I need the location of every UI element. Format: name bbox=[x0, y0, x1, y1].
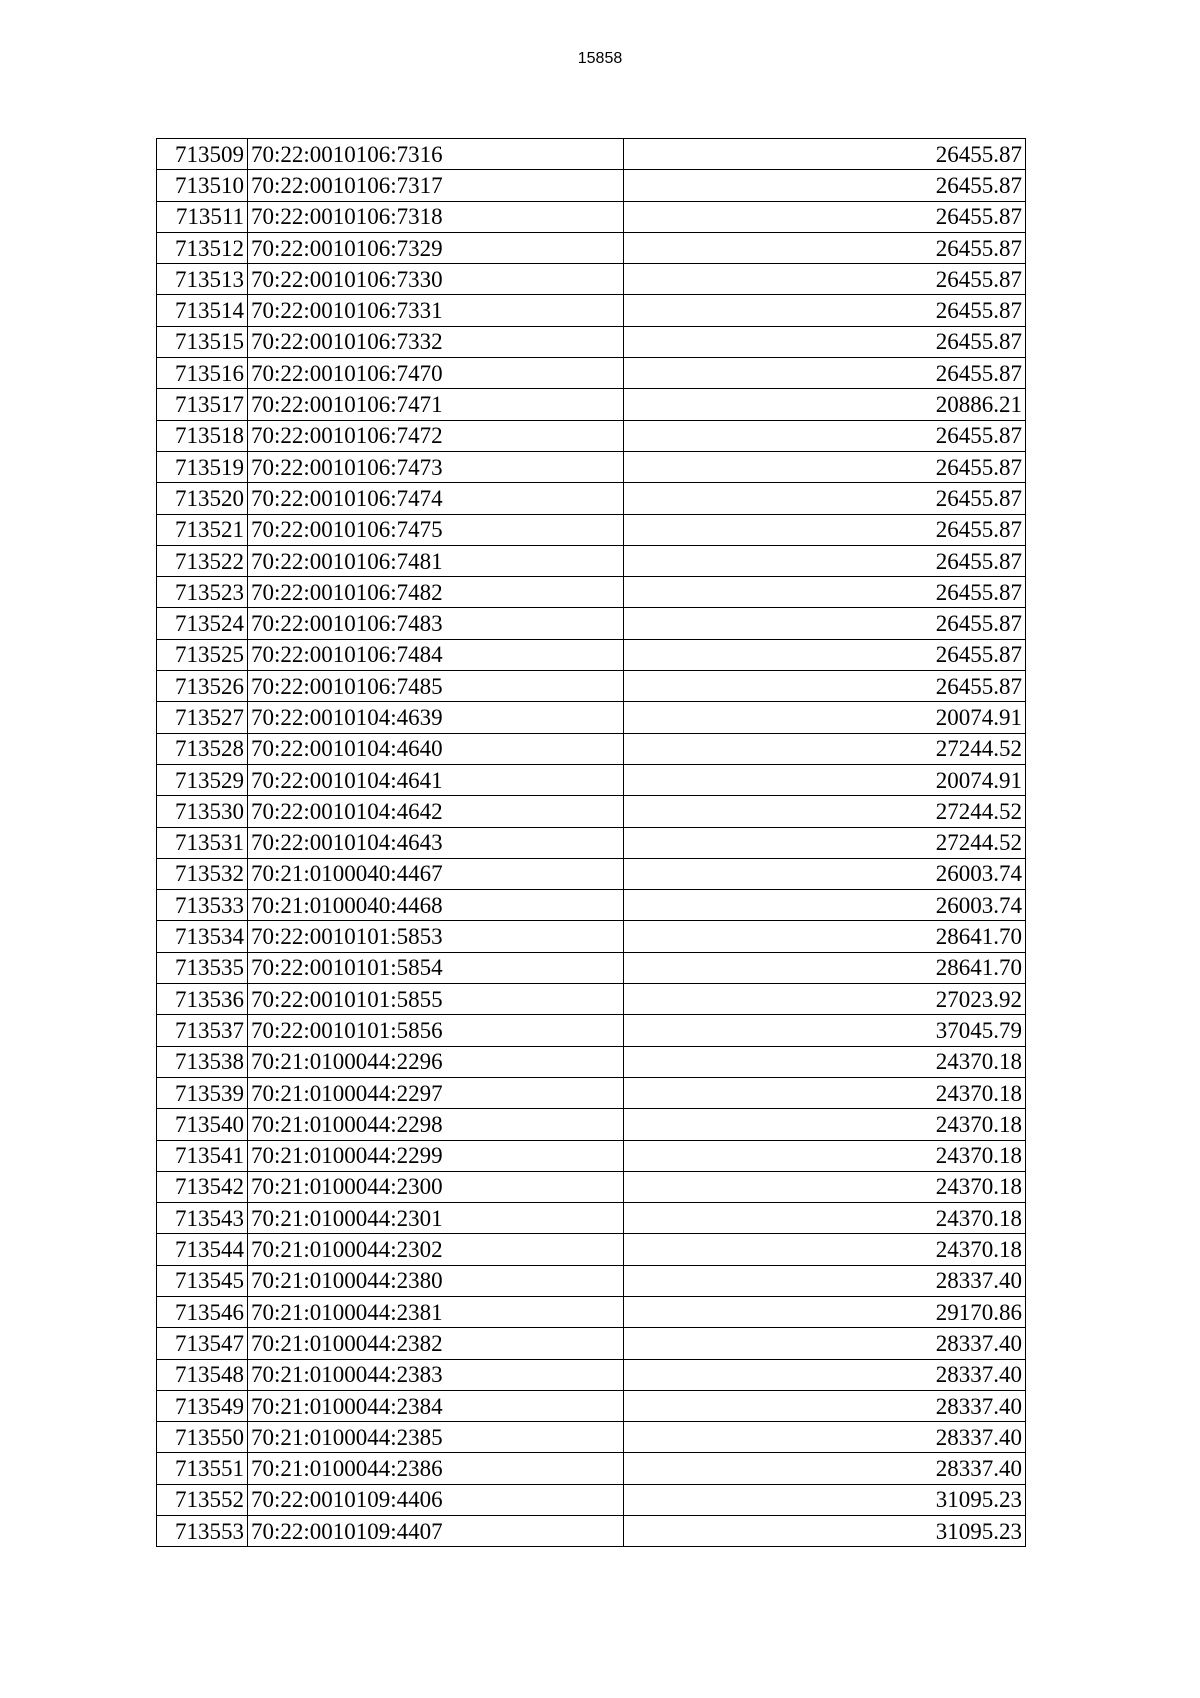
value-cell: 28641.70 bbox=[624, 921, 1026, 952]
row-number-cell: 713516 bbox=[157, 358, 248, 389]
cadastral-number-cell: 70:21:0100044:2386 bbox=[248, 1453, 624, 1484]
cadastral-number-cell: 70:22:0010106:7472 bbox=[248, 420, 624, 451]
table-row bbox=[157, 514, 1026, 545]
table-row bbox=[157, 1234, 1026, 1265]
cadastral-number-cell: 70:21:0100044:2300 bbox=[248, 1171, 624, 1202]
table-row bbox=[157, 1015, 1026, 1046]
value-cell: 26455.87 bbox=[624, 671, 1026, 702]
row-number-cell: 713522 bbox=[157, 545, 248, 576]
value-cell: 24370.18 bbox=[624, 1077, 1026, 1108]
cadastral-number-cell: 70:21:0100040:4467 bbox=[248, 858, 624, 889]
cadastral-number-cell: 70:22:0010106:7331 bbox=[248, 295, 624, 326]
table-row bbox=[157, 170, 1026, 201]
cadastral-number-cell: 70:22:0010101:5856 bbox=[248, 1015, 624, 1046]
row-number-cell: 713511 bbox=[157, 201, 248, 232]
value-cell: 31095.23 bbox=[624, 1484, 1026, 1515]
row-number-cell: 713509 bbox=[157, 139, 248, 170]
table-row bbox=[157, 451, 1026, 482]
value-cell: 26455.87 bbox=[624, 608, 1026, 639]
value-cell: 27244.52 bbox=[624, 733, 1026, 764]
row-number-cell: 713515 bbox=[157, 326, 248, 357]
cadastral-number-cell: 70:22:0010109:4407 bbox=[248, 1516, 624, 1547]
cadastral-number-cell: 70:22:0010106:7485 bbox=[248, 671, 624, 702]
cadastral-number-cell: 70:22:0010106:7470 bbox=[248, 358, 624, 389]
table-row bbox=[157, 1516, 1026, 1547]
value-cell: 24370.18 bbox=[624, 1109, 1026, 1140]
cadastral-number-cell: 70:22:0010104:4639 bbox=[248, 702, 624, 733]
cadastral-number-cell: 70:22:0010106:7332 bbox=[248, 326, 624, 357]
cadastral-number-cell: 70:22:0010106:7473 bbox=[248, 451, 624, 482]
row-number-cell: 713545 bbox=[157, 1265, 248, 1296]
table-row bbox=[157, 1484, 1026, 1515]
table-row bbox=[157, 545, 1026, 576]
cadastral-number-cell: 70:21:0100044:2298 bbox=[248, 1109, 624, 1140]
value-cell: 28641.70 bbox=[624, 952, 1026, 983]
cadastral-number-cell: 70:22:0010104:4641 bbox=[248, 764, 624, 795]
table-row bbox=[157, 232, 1026, 263]
cadastral-number-cell: 70:22:0010106:7471 bbox=[248, 389, 624, 420]
table-row bbox=[157, 702, 1026, 733]
table-row bbox=[157, 796, 1026, 827]
value-cell: 37045.79 bbox=[624, 1015, 1026, 1046]
cadastral-number-cell: 70:22:0010106:7481 bbox=[248, 545, 624, 576]
value-cell: 20074.91 bbox=[624, 764, 1026, 795]
row-number-cell: 713521 bbox=[157, 514, 248, 545]
value-cell: 24370.18 bbox=[624, 1046, 1026, 1077]
value-cell: 26455.87 bbox=[624, 264, 1026, 295]
row-number-cell: 713539 bbox=[157, 1077, 248, 1108]
value-cell: 20074.91 bbox=[624, 702, 1026, 733]
row-number-cell: 713548 bbox=[157, 1359, 248, 1390]
cadastral-number-cell: 70:22:0010106:7475 bbox=[248, 514, 624, 545]
cadastral-number-cell: 70:22:0010101:5854 bbox=[248, 952, 624, 983]
row-number-cell: 713510 bbox=[157, 170, 248, 201]
row-number-cell: 713534 bbox=[157, 921, 248, 952]
table-row bbox=[157, 1328, 1026, 1359]
value-cell: 26455.87 bbox=[624, 483, 1026, 514]
cadastral-number-cell: 70:22:0010106:7330 bbox=[248, 264, 624, 295]
value-cell: 26455.87 bbox=[624, 639, 1026, 670]
value-cell: 24370.18 bbox=[624, 1203, 1026, 1234]
row-number-cell: 713532 bbox=[157, 858, 248, 889]
row-number-cell: 713542 bbox=[157, 1171, 248, 1202]
cadastral-number-cell: 70:22:0010104:4642 bbox=[248, 796, 624, 827]
table-row bbox=[157, 201, 1026, 232]
table-row bbox=[157, 952, 1026, 983]
cadastral-number-cell: 70:21:0100044:2381 bbox=[248, 1296, 624, 1327]
table-row bbox=[157, 1359, 1026, 1390]
table-row bbox=[157, 890, 1026, 921]
row-number-cell: 713538 bbox=[157, 1046, 248, 1077]
value-cell: 26455.87 bbox=[624, 232, 1026, 263]
table-row bbox=[157, 358, 1026, 389]
value-cell: 26455.87 bbox=[624, 358, 1026, 389]
row-number-cell: 713512 bbox=[157, 232, 248, 263]
value-cell: 26455.87 bbox=[624, 545, 1026, 576]
table-row bbox=[157, 1171, 1026, 1202]
cadastral-number-cell: 70:21:0100044:2380 bbox=[248, 1265, 624, 1296]
table-row bbox=[157, 420, 1026, 451]
value-cell: 27023.92 bbox=[624, 984, 1026, 1015]
table-row bbox=[157, 264, 1026, 295]
table-row bbox=[157, 139, 1026, 170]
cadastral-number-cell: 70:21:0100044:2299 bbox=[248, 1140, 624, 1171]
value-cell: 24370.18 bbox=[624, 1171, 1026, 1202]
value-cell: 24370.18 bbox=[624, 1234, 1026, 1265]
table-row bbox=[157, 1422, 1026, 1453]
row-number-cell: 713549 bbox=[157, 1390, 248, 1421]
cadastral-number-cell: 70:21:0100044:2382 bbox=[248, 1328, 624, 1359]
row-number-cell: 713552 bbox=[157, 1484, 248, 1515]
table-row bbox=[157, 1265, 1026, 1296]
row-number-cell: 713541 bbox=[157, 1140, 248, 1171]
table-row bbox=[157, 1140, 1026, 1171]
value-cell: 27244.52 bbox=[624, 796, 1026, 827]
page-number: 15858 bbox=[577, 50, 623, 67]
value-cell: 26003.74 bbox=[624, 858, 1026, 889]
value-cell: 26455.87 bbox=[624, 326, 1026, 357]
value-cell: 26455.87 bbox=[624, 420, 1026, 451]
table-row bbox=[157, 608, 1026, 639]
cadastral-number-cell: 70:21:0100044:2383 bbox=[248, 1359, 624, 1390]
value-cell: 29170.86 bbox=[624, 1296, 1026, 1327]
table-row bbox=[157, 1296, 1026, 1327]
cadastral-number-cell: 70:22:0010101:5853 bbox=[248, 921, 624, 952]
row-number-cell: 713523 bbox=[157, 577, 248, 608]
row-number-cell: 713551 bbox=[157, 1453, 248, 1484]
table-row bbox=[157, 827, 1026, 858]
value-cell: 28337.40 bbox=[624, 1359, 1026, 1390]
row-number-cell: 713527 bbox=[157, 702, 248, 733]
table-row bbox=[157, 764, 1026, 795]
cadastral-number-cell: 70:21:0100044:2302 bbox=[248, 1234, 624, 1265]
row-number-cell: 713533 bbox=[157, 890, 248, 921]
row-number-cell: 713550 bbox=[157, 1422, 248, 1453]
value-cell: 20886.21 bbox=[624, 389, 1026, 420]
cadastral-number-cell: 70:22:0010104:4640 bbox=[248, 733, 624, 764]
value-cell: 28337.40 bbox=[624, 1328, 1026, 1359]
cadastral-value-table bbox=[156, 138, 1026, 1547]
row-number-cell: 713518 bbox=[157, 420, 248, 451]
row-number-cell: 713520 bbox=[157, 483, 248, 514]
row-number-cell: 713547 bbox=[157, 1328, 248, 1359]
cadastral-number-cell: 70:22:0010106:7484 bbox=[248, 639, 624, 670]
value-cell: 24370.18 bbox=[624, 1140, 1026, 1171]
row-number-cell: 713553 bbox=[157, 1516, 248, 1547]
value-cell: 26455.87 bbox=[624, 170, 1026, 201]
table-row bbox=[157, 1046, 1026, 1077]
value-cell: 31095.23 bbox=[624, 1516, 1026, 1547]
row-number-cell: 713526 bbox=[157, 671, 248, 702]
value-cell: 26003.74 bbox=[624, 890, 1026, 921]
value-cell: 26455.87 bbox=[624, 295, 1026, 326]
value-cell: 26455.87 bbox=[624, 139, 1026, 170]
table-row bbox=[157, 1203, 1026, 1234]
value-cell: 27244.52 bbox=[624, 827, 1026, 858]
cadastral-number-cell: 70:21:0100044:2385 bbox=[248, 1422, 624, 1453]
cadastral-number-cell: 70:22:0010109:4406 bbox=[248, 1484, 624, 1515]
row-number-cell: 713536 bbox=[157, 984, 248, 1015]
value-cell: 26455.87 bbox=[624, 577, 1026, 608]
row-number-cell: 713544 bbox=[157, 1234, 248, 1265]
cadastral-number-cell: 70:21:0100044:2296 bbox=[248, 1046, 624, 1077]
cadastral-number-cell: 70:22:0010106:7329 bbox=[248, 232, 624, 263]
table-row bbox=[157, 577, 1026, 608]
value-cell: 28337.40 bbox=[624, 1453, 1026, 1484]
row-number-cell: 713537 bbox=[157, 1015, 248, 1046]
table-row bbox=[157, 1077, 1026, 1108]
row-number-cell: 713513 bbox=[157, 264, 248, 295]
cadastral-number-cell: 70:21:0100044:2297 bbox=[248, 1077, 624, 1108]
row-number-cell: 713531 bbox=[157, 827, 248, 858]
value-cell: 26455.87 bbox=[624, 514, 1026, 545]
table-body bbox=[157, 139, 1026, 1547]
table-row bbox=[157, 858, 1026, 889]
cadastral-number-cell: 70:22:0010106:7474 bbox=[248, 483, 624, 514]
row-number-cell: 713530 bbox=[157, 796, 248, 827]
table-row bbox=[157, 483, 1026, 514]
table-row bbox=[157, 326, 1026, 357]
cadastral-number-cell: 70:21:0100044:2384 bbox=[248, 1390, 624, 1421]
cadastral-number-cell: 70:22:0010104:4643 bbox=[248, 827, 624, 858]
cadastral-number-cell: 70:22:0010101:5855 bbox=[248, 984, 624, 1015]
row-number-cell: 713525 bbox=[157, 639, 248, 670]
cadastral-number-cell: 70:22:0010106:7317 bbox=[248, 170, 624, 201]
cadastral-number-cell: 70:21:0100044:2301 bbox=[248, 1203, 624, 1234]
table-row bbox=[157, 671, 1026, 702]
value-cell: 28337.40 bbox=[624, 1390, 1026, 1421]
table-row bbox=[157, 1109, 1026, 1140]
row-number-cell: 713524 bbox=[157, 608, 248, 639]
row-number-cell: 713514 bbox=[157, 295, 248, 326]
value-cell: 28337.40 bbox=[624, 1422, 1026, 1453]
value-cell: 28337.40 bbox=[624, 1265, 1026, 1296]
row-number-cell: 713535 bbox=[157, 952, 248, 983]
cadastral-number-cell: 70:21:0100040:4468 bbox=[248, 890, 624, 921]
value-cell: 26455.87 bbox=[624, 201, 1026, 232]
table-row bbox=[157, 1453, 1026, 1484]
table-row bbox=[157, 639, 1026, 670]
row-number-cell: 713543 bbox=[157, 1203, 248, 1234]
table-row bbox=[157, 733, 1026, 764]
cadastral-number-cell: 70:22:0010106:7318 bbox=[248, 201, 624, 232]
table-row bbox=[157, 295, 1026, 326]
table-row bbox=[157, 389, 1026, 420]
value-cell: 26455.87 bbox=[624, 451, 1026, 482]
row-number-cell: 713519 bbox=[157, 451, 248, 482]
table-row bbox=[157, 921, 1026, 952]
table-row bbox=[157, 984, 1026, 1015]
cadastral-number-cell: 70:22:0010106:7316 bbox=[248, 139, 624, 170]
cadastral-number-cell: 70:22:0010106:7483 bbox=[248, 608, 624, 639]
row-number-cell: 713517 bbox=[157, 389, 248, 420]
row-number-cell: 713540 bbox=[157, 1109, 248, 1140]
cadastral-number-cell: 70:22:0010106:7482 bbox=[248, 577, 624, 608]
row-number-cell: 713528 bbox=[157, 733, 248, 764]
table-row bbox=[157, 1390, 1026, 1421]
row-number-cell: 713546 bbox=[157, 1296, 248, 1327]
row-number-cell: 713529 bbox=[157, 764, 248, 795]
